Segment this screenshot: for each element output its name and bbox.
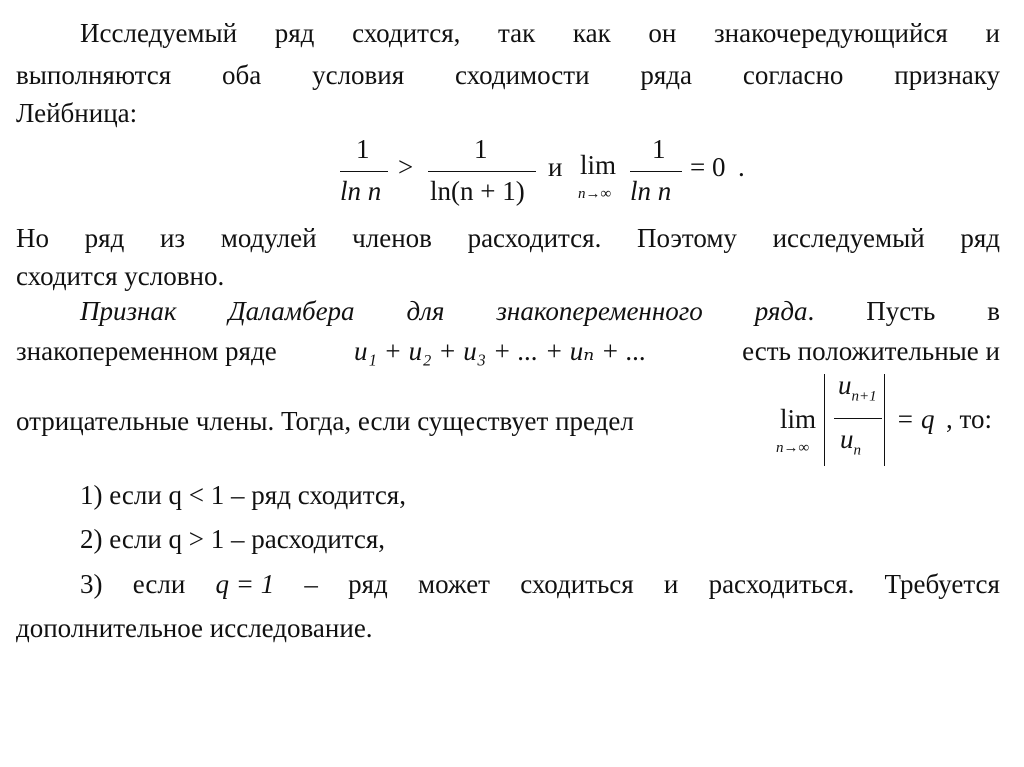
- word: Исследуемый: [80, 18, 238, 48]
- and-word: и: [548, 152, 563, 182]
- list-item-1: 1) если q < 1 – ряд сходится,: [80, 480, 406, 510]
- word: q = 1: [215, 569, 275, 599]
- abs-bar-left: [824, 374, 825, 466]
- word: исследуемый: [772, 223, 925, 253]
- word: выполняются: [16, 60, 172, 90]
- paragraph1-line2: [16, 58, 1000, 92]
- lim: lim: [580, 150, 617, 180]
- frac3-denominator: ln n: [630, 176, 672, 206]
- paragraph3-line1: [80, 294, 1000, 328]
- text: есть положительные и: [742, 336, 1000, 366]
- abs-bar-right: [884, 374, 885, 466]
- word: и: [663, 569, 679, 599]
- lim: lim: [780, 404, 817, 434]
- frac1-numerator: 1: [356, 134, 370, 164]
- frac1-bar: [340, 171, 388, 172]
- word: согласно: [742, 60, 844, 90]
- word: ряд: [960, 223, 1000, 253]
- word: из: [159, 223, 186, 253]
- word: признаку: [894, 60, 1000, 90]
- frac1-denominator: ln n: [340, 176, 382, 206]
- word: для: [406, 296, 445, 326]
- list-item-3-line1: [80, 567, 1000, 601]
- paragraph2-line2: сходится условно.: [16, 261, 225, 291]
- word: как: [572, 18, 611, 48]
- equals-zero: = 0: [690, 152, 726, 182]
- frac2-bar: [428, 171, 536, 172]
- word: Пусть: [866, 296, 936, 326]
- word: 3): [80, 569, 103, 599]
- word: сходимости: [455, 60, 590, 90]
- word: ряд: [274, 18, 315, 48]
- word: если: [132, 569, 186, 599]
- word: Даламбера: [228, 296, 355, 326]
- word: ряд: [348, 569, 388, 599]
- line3-end: , то:: [946, 404, 992, 434]
- word: условия: [312, 60, 405, 90]
- word: –: [304, 569, 318, 599]
- paragraph2-line1: [16, 221, 1000, 255]
- word: он: [648, 18, 677, 48]
- frac3-numerator: 1: [652, 134, 666, 164]
- word: знакочередующийся: [714, 18, 948, 48]
- word: ряда: [640, 60, 692, 90]
- lim-subscript: n→∞: [578, 186, 612, 202]
- word: модулей: [220, 223, 317, 253]
- series-formula: u₁ + u₂ + u₃ + ... + uₙ + ...: [354, 336, 647, 366]
- word: Признак: [80, 296, 177, 326]
- paragraph1-line3: Лейбница:: [16, 98, 138, 128]
- paragraph3-line3-text: отрицательные члены. Тогда, если существует предел: [16, 406, 634, 436]
- word: сходится,: [352, 18, 461, 48]
- ratio-bar: [834, 418, 882, 419]
- word: расходится.: [467, 223, 602, 253]
- word: может: [417, 569, 490, 599]
- word: расходиться.: [708, 569, 855, 599]
- frac2-denominator: ln(n + 1): [430, 176, 525, 206]
- ratio-denominator: $u_n$: [840, 424, 861, 459]
- frac2-numerator: 1: [474, 134, 488, 164]
- word: ряд: [84, 223, 125, 253]
- word: так: [498, 18, 536, 48]
- frac3-bar: [630, 171, 682, 172]
- list-item-3-line2: дополнительное исследование.: [16, 613, 373, 643]
- word: членов: [352, 223, 432, 253]
- word: Требуется: [884, 569, 1000, 599]
- word: оба: [222, 60, 262, 90]
- text: знакопеременном ряде: [16, 336, 277, 366]
- word: и: [985, 18, 1000, 48]
- word: Поэтому: [637, 223, 737, 253]
- word: сходиться: [520, 569, 634, 599]
- word: Но: [16, 223, 49, 253]
- ratio-equals-q: = q: [896, 404, 935, 434]
- lim-subscript: n→∞: [776, 440, 810, 456]
- ratio-numerator: $u_{n+1}$: [838, 370, 877, 405]
- list-item-2: 2) если q > 1 – расходится,: [80, 524, 386, 554]
- word: в: [987, 296, 1000, 326]
- gt-sign: >: [398, 152, 414, 182]
- word: знакопеременного: [496, 296, 703, 326]
- formula-period: .: [738, 152, 745, 182]
- word: ряда.: [754, 296, 815, 326]
- paragraph1-line1: [80, 16, 1000, 50]
